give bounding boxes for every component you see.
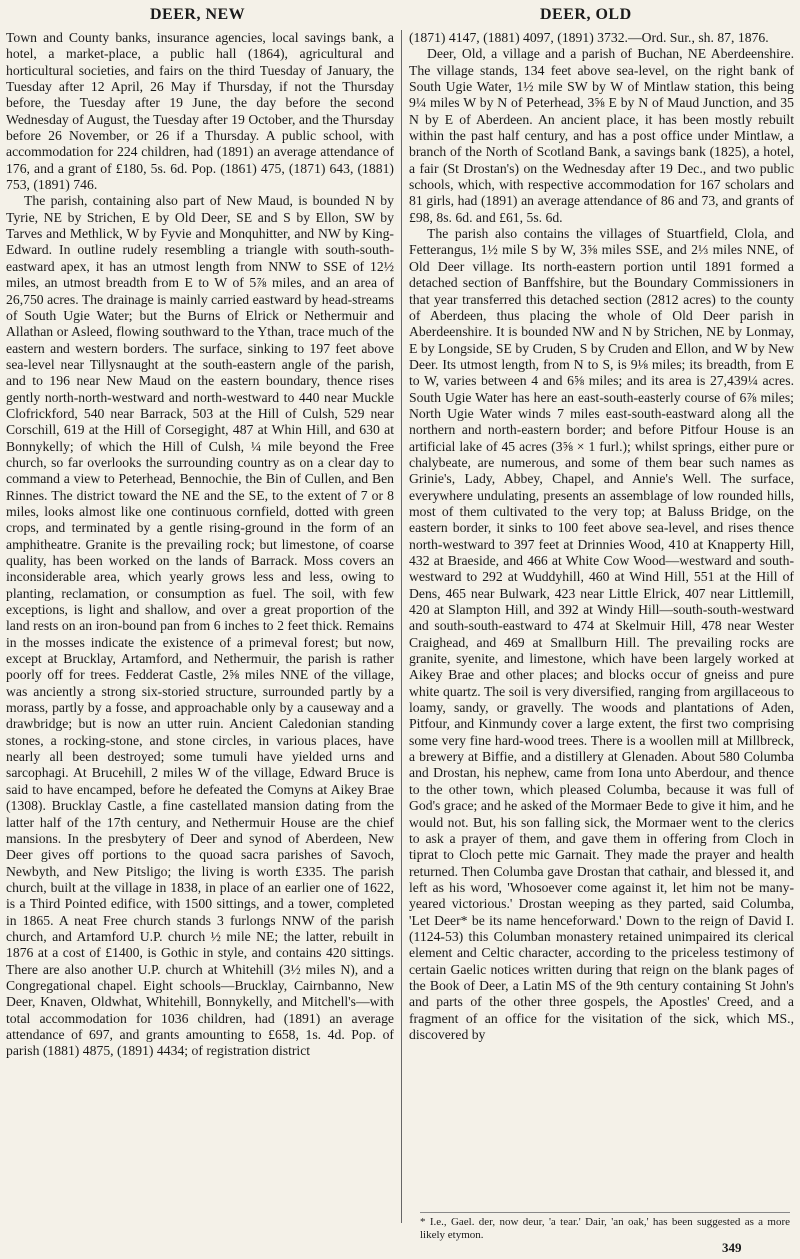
header-right-title: DEER, OLD xyxy=(540,6,632,23)
left-column xyxy=(6,30,394,1223)
footnote-divider xyxy=(420,1212,790,1213)
column-divider xyxy=(401,30,402,1223)
paragraph: Town and County banks, insurance agencies, local savings bank, a hotel, a market-place, a public hall (1864), agricultural and horticultural societies, and fairs on the third Tuesday of January, the Tuesday after 12 April, 26 May if Thursday, if not the Thursday before, the Tuesday after 19 June, the day before the second Wednesday of August, the Tuesday after 19 October, and the Thursday before 26 November, or 26 if a Thursday. A public school, with accommodation for 224 children, had (1891) an average attendance of 176, and a grant of £180, 5s. 6d. Pop. (1861) 475, (1871) 643, (1881) 753, (1891) 746. xyxy=(6,30,394,193)
paragraph: Deer, Old, a village and a parish of Buchan, NE Aberdeenshire. The village stands, 134 feet above sea-level, on the right bank of South Ugie Water, 1½ mile SW by W of Mintlaw station, this being 9¼ miles W by N of Peterhead, 3⅝ E by N of Maud Junction, and 35 N by E of Aberdeen. An ancient place, it has been mostly rebuilt within the past half century, and has a post office under Mintlaw, a branch of the North of Scotland Bank, a savings bank (1825), a hotel, a fair (St Drostan's) on the Wednesday after 19 Dec., and two public schools, which, with respective accommodation for 167 scholars and 81 girls, had (1891) an average attendance of 86 and 73, and grants of £98, 8s. 6d. and £61, 5s. 6d. xyxy=(409,46,794,225)
page-number: 349 xyxy=(722,1240,742,1255)
paragraph: (1871) 4147, (1881) 4097, (1891) 3732.—Ord. Sur., sh. 87, 1876. xyxy=(409,30,769,45)
paragraph: The parish also contains the villages of Stuartfield, Clola, and Fetterangus, 1½ mile S by W, 3⅝ miles SSE, and 2⅓ miles NNE, of Old Deer village. Its north-eastern portion until 1891 formed a detached section of Banffshire, but the Boundary Commissioners in that year transferred this detached section (2812 acres) to the county of Aberdeen, thus placing the whole of Old Deer parish in Aberdeenshire. It is bounded NW and N by Strichen, NE by Lonmay, E by Longside, SE by Cruden, S by Cruden and Ellon, and W by New Deer. Its utmost length, from N to S, is 9⅛ miles; its breadth, from E to W, varies between 4 and 6⅝ miles; and its area is 27,439¼ acres. South Ugie Water has here an east-south-easterly course of 6⅞ miles; North Ugie Water winds 7 miles east-south-eastward along all the northern and north-eastern border; and before Pitfour House is an artificial lake of 45 acres (3⅝ × 1 furl.); whilst springs, either pure or chalybeate, are numerous, and some of them bear such names as Grinie's, Lady, Abbey, Chapel, and Annie's Well. The surface, everywhere undulating, presents an assemblage of low rounded hills, most of them cultivated to the very top; at Baluss Bridge, on the eastern border, it sinks to 100 feet above sea-level, and rises thence north-westward to 397 feet at Drinnies Wood, 410 at Knapperty Hill, 432 at Braeside, and 466 at White Cow Wood—westward and south-westward to 292 at Wuddyhill, 460 at Wind Hill, 551 at the Hill of Dens, 465 near Bulwark, 423 near Little Elrick, 407 near Littlemill, 420 at Slampton Hill, and 392 at Windy Hill—south-south-westward and south-south-eastward to 474 at Skelmuir Hill, 478 near Wester Craighead, and 469 at Smallburn Hill. The prevailing rocks are granite, syenite, and limestone, which have been largely worked at Aikey Brae and other places; and blocks occur of gneiss and pure white quartz. The soil is very diversified, ranging from argillaceous to loamy, sandy, or gravelly. The woods and plantations of Aden, Pitfour, and Kinmundy cover a large extent, the first two comprising some very fine hard-wood trees. There is a woollen mill at Millbreck, a brewery at Biffie, and a distillery at Glenaden. About 580 Columba and Drostan, his nephew, came from Iona unto Aberdour, and thence to the other town, which pleased Columba, because it was full of God's grace; and he asked of the Mormaer Bede to give it him, and he would not. But, his son falling sick, the Mormaer went to the clerics to ask a prayer of them, and gave them in offering from Cloch in tiprat to Cloch pette mic Garnait. They made the prayer and health returned. Then Columba gave Drostan that cathair, and blessed it, and left as his word, 'Whosoever come against it, let him not be many-yeared victorious.' Drostan weeping as they parted, said Columba, 'Let Deer* be its name henceforward.' Down to the reign of David I. (1124-53) this Columban monastery retained unimpaired its clerical element and Celtic character, according to the priceless testimony of certain Gaelic notices written during that reign on the blank pages of the Book of Deer, a Latin MS of the 9th century containing St John's and parts of the other three gospels, the Apostles' Creed, and a fragment of an office for the visitation of the sick, which MS., discovered by xyxy=(409,226,794,1042)
footnote: * I.e., Gael. der, now deur, 'a tear.' Dair, 'an oak,' has been suggested as a more likely etymon. xyxy=(420,1216,790,1241)
paragraph: The parish, containing also part of New Maud, is bounded N by Tyrie, NE by Strichen, E by Old Deer, SE and S by Ellon, SW by Tarves and Methlick, W by Fyvie and Monquhitter, and NW by King-Edward. In outline rudely resembling a triangle with south-south-eastward apex, it has an utmost length from NNW to SSE of 12½ miles, an utmost breadth from E to W of 5⅞ miles, and an area of 26,750 acres. The drainage is mainly carried eastward by head-streams of South Ugie Water; but the Burns of Elrick or Nethermuir and Allathan or Asleed, flowing southward to the Ythan, trace much of the eastern and western borders. The surface, sinking to 197 feet above sea-level near Tillysnaught at the south-eastern angle of the parish, and to 196 near New Maud on the eastern boundary, thence rises gently north-north-westward and north-westward to 440 near Muckle Clofrickford, 540 near Barrack, 503 at the Hill of Culsh, 529 near Corschill, 619 at the Hill of Corsegight, 487 at Whin Hill, and 630 at Bonnykelly; of which the Hill of Culsh, ¼ mile beyond the Free church, so far overlooks the surrounding country as on a clear day to command a view to Peterhead, Bennochie, the Bin of Cullen, and Ben Rinnes. The district toward the NE and the SE, to the extent of 7 or 8 miles, looks almost like one continuous cornfield, dotted with green crops, and terminated by a gentle rising-ground in the form of an amphitheatre. Granite is the prevailing rock; but limestone, of coarse quality, has been worked on the lands of Barrack. Moss covers an inconsiderable area, which yearly grows less and less, owing to planting, reclamation, or consumption as fuel. The soil, with few exceptions, is light and shallow, and over a great proportion of the land rests on an iron-bound pan from 6 inches to 2 feet thick. Remains in the mosses indicate the existence of a primeval forest; but now, except at Brucklay, Artamford, and Nethermuir, the parish is rather poorly off for trees. Fedderat Castle, 2⅝ miles NNE of the village, was anciently a strong six-storied structure, surrounded partly by a morass, partly by a fosse, and approachable only by a causeway and a drawbridge; but is now an utter ruin. Ancient Caledonian standing stones, a rocking-stone, and stone circles, in various places, have nearly all been destroyed; some tumuli have yielded urns and sarcophagi. At Brucehill, 2 miles W of the village, Edward Bruce is said to have encamped, before he defeated the Comyns at Aikey Brae (1308). Brucklay Castle, a fine castellated mansion dating from the latter half of the 17th century, and Nethermuir House are the chief mansions. In the presbytery of Deer and synod of Aberdeen, New Deer gives off portions to the quoad sacra parishes of Savoch, Newbyth, and New Pitsligo; the living is worth £335. The parish church, built at the village in 1838, in place of an earlier one of 1622, is a Third Pointed edifice, with 1500 sittings, and a tower, completed in 1865. A neat Free church stands 3 furlongs NNW of the parish church, and Artamford U.P. church ½ mile NE; the latter, rebuilt in 1876 at a cost of £1400, is Gothic in style, and contains 420 sittings. There are also another U.P. church at Whitehill (3½ miles N), and a Congregational chapel. Eight schools—Brucklay, Cairnbanno, New Deer, Knaven, Oldwhat, Whitehill, Bonnykelly, and Mitchell's—with total accommodation for 1036 children, had (1891) an average attendance of 697, and grants amounting to £658, 1s. 4d. Pop. of parish (1881) 4875, (1891) 4434; of registration district xyxy=(6,193,394,1059)
running-header xyxy=(0,6,800,30)
header-left-title: DEER, NEW xyxy=(150,6,246,23)
right-column xyxy=(409,30,794,1223)
